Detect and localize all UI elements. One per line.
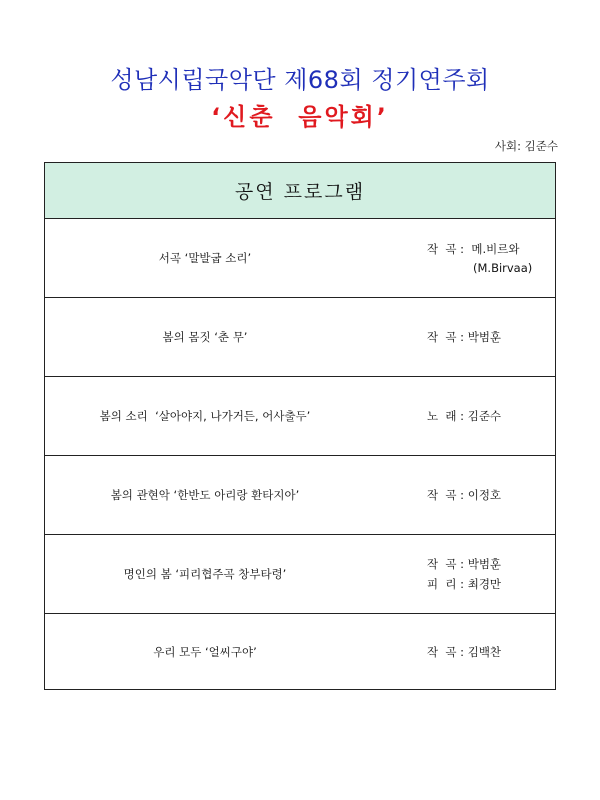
program-table bbox=[44, 162, 556, 690]
piece-credits bbox=[427, 377, 501, 455]
singer-credit: 노 래 : 김준수 bbox=[427, 409, 502, 423]
piece-credits bbox=[427, 456, 501, 534]
piece-credits bbox=[427, 298, 501, 376]
program-row-chunmu bbox=[45, 298, 555, 377]
piece-title: 우리 모두 ‘얼씨구야’ bbox=[153, 644, 257, 659]
piece-credits bbox=[427, 219, 532, 297]
concert-title: 성남시립국악단 제68회 정기연주회 bbox=[110, 66, 490, 94]
piece-title: 서곡 ‘말발굽 소리’ bbox=[158, 251, 252, 265]
program-header: 공연 프로그램 bbox=[45, 163, 555, 219]
piece-title: 명인의 봄 ‘피리협주곡 창부타령’ bbox=[123, 567, 287, 581]
concert-subtitle: ‘신춘 음악회’ bbox=[211, 103, 389, 131]
piece-credits bbox=[427, 614, 501, 689]
composer-credit: 작 곡 : 김백찬 bbox=[427, 644, 502, 659]
host-credit: 사회: 김준수 bbox=[494, 139, 558, 153]
program-row-spring-voice bbox=[45, 377, 555, 456]
composer-credit: 작 곡 : 박범훈 bbox=[427, 330, 502, 344]
composer-credit-latin: (M.Birvaa) bbox=[473, 261, 533, 275]
program-row-overture bbox=[45, 219, 555, 298]
piece-credits bbox=[427, 535, 501, 613]
composer-credit: 작 곡 : 박범훈 bbox=[427, 557, 502, 571]
piece-title: 봄의 관현악 ‘한반도 아리랑 환타지아’ bbox=[110, 488, 300, 502]
piri-player-credit: 피 리 : 최경만 bbox=[427, 577, 502, 591]
program-row-orchestra bbox=[45, 456, 555, 535]
composer-credit: 작 곡 : 메.비르와 bbox=[427, 242, 520, 256]
piece-title: 봄의 몸짓 ‘춘 무’ bbox=[162, 330, 248, 344]
composer-credit: 작 곡 : 이정호 bbox=[427, 488, 502, 502]
program-row-piri-concerto bbox=[45, 535, 555, 614]
program-row-finale bbox=[45, 614, 555, 689]
piece-title: 봄의 소리 ‘살아야지, 나가거든, 어사출두’ bbox=[99, 409, 311, 423]
